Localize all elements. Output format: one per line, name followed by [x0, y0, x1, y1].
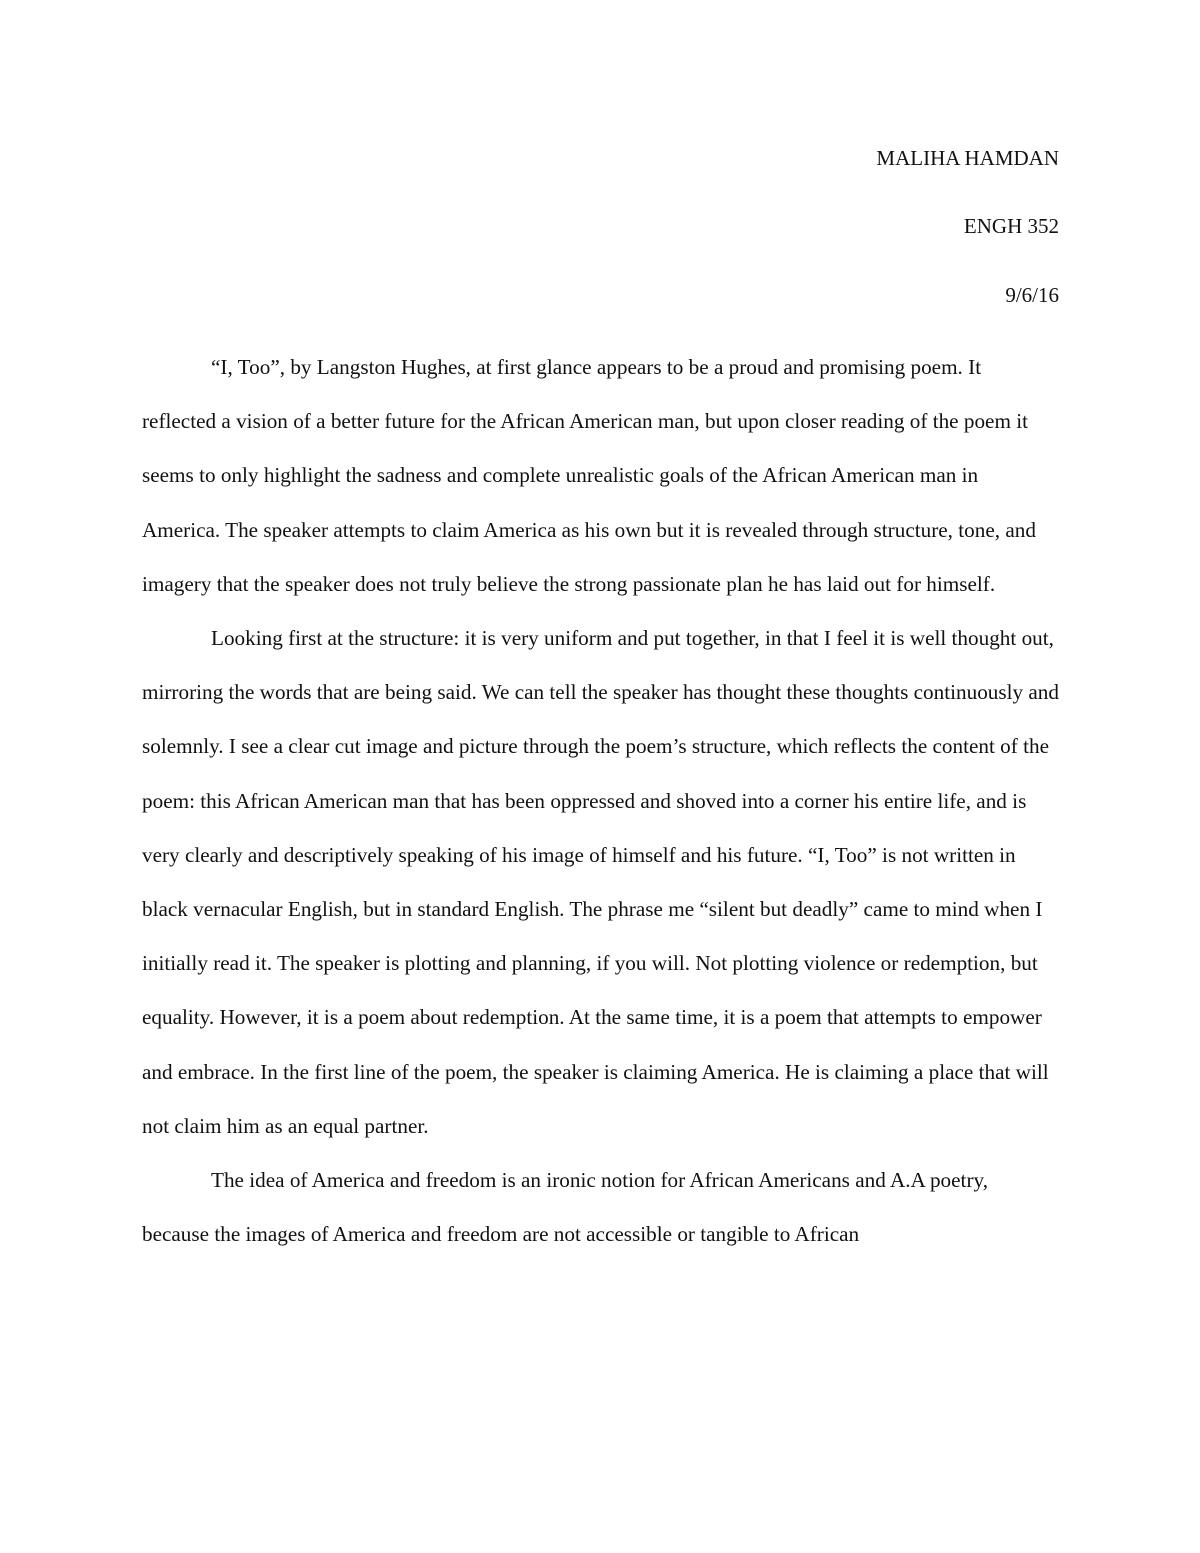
essay-body: [142, 340, 1060, 1261]
paragraph-structure: Looking first at the structure: it is very uniform and put together, in that I feel it is well thought out, mirroring the words that are being said. We can tell the speaker has thought these thoughts continuously and solemnly. I see a clear cut image and picture through the poem’s structure, which reflects the content of the poem: this African American man that has been oppressed and shoved into a corner his entire life, and is very clearly and descriptively speaking of his image of himself and his future. “I, Too” is not written in black vernacular English, but in standard English. The phrase me “silent but deadly” came to mind when I initially read it. The speaker is plotting and planning, if you will. Not plotting violence or redemption, but equality. However, it is a poem about redemption. At the same time, it is a poem that attempts to empower and embrace. In the first line of the poem, the speaker is claiming America. He is claiming a place that will not claim him as an equal partner.: [142, 626, 1059, 1138]
course-code: ENGH 352: [963, 214, 1059, 238]
paragraph-introduction: “I, Too”, by Langston Hughes, at first glance appears to be a proud and promising poem. It reflected a vision of a better future for the African American man, but upon closer reading of the poem it seems to only highlight the sadness and complete unrealistic goals of the African American man in America. The speaker attempts to claim America as his own but it is revealed through structure, tone, and imagery that the speaker does not truly believe the strong passionate plan he has laid out for himself.: [142, 355, 1036, 596]
author-name: MALIHA HAMDAN: [876, 146, 1059, 170]
paragraph-america-freedom: The idea of America and freedom is an ironic notion for African Americans and A.A poetry, because the images of America and freedom are not accessible or tangible to African: [142, 1168, 989, 1247]
document-date: 9/6/16: [1005, 283, 1059, 307]
